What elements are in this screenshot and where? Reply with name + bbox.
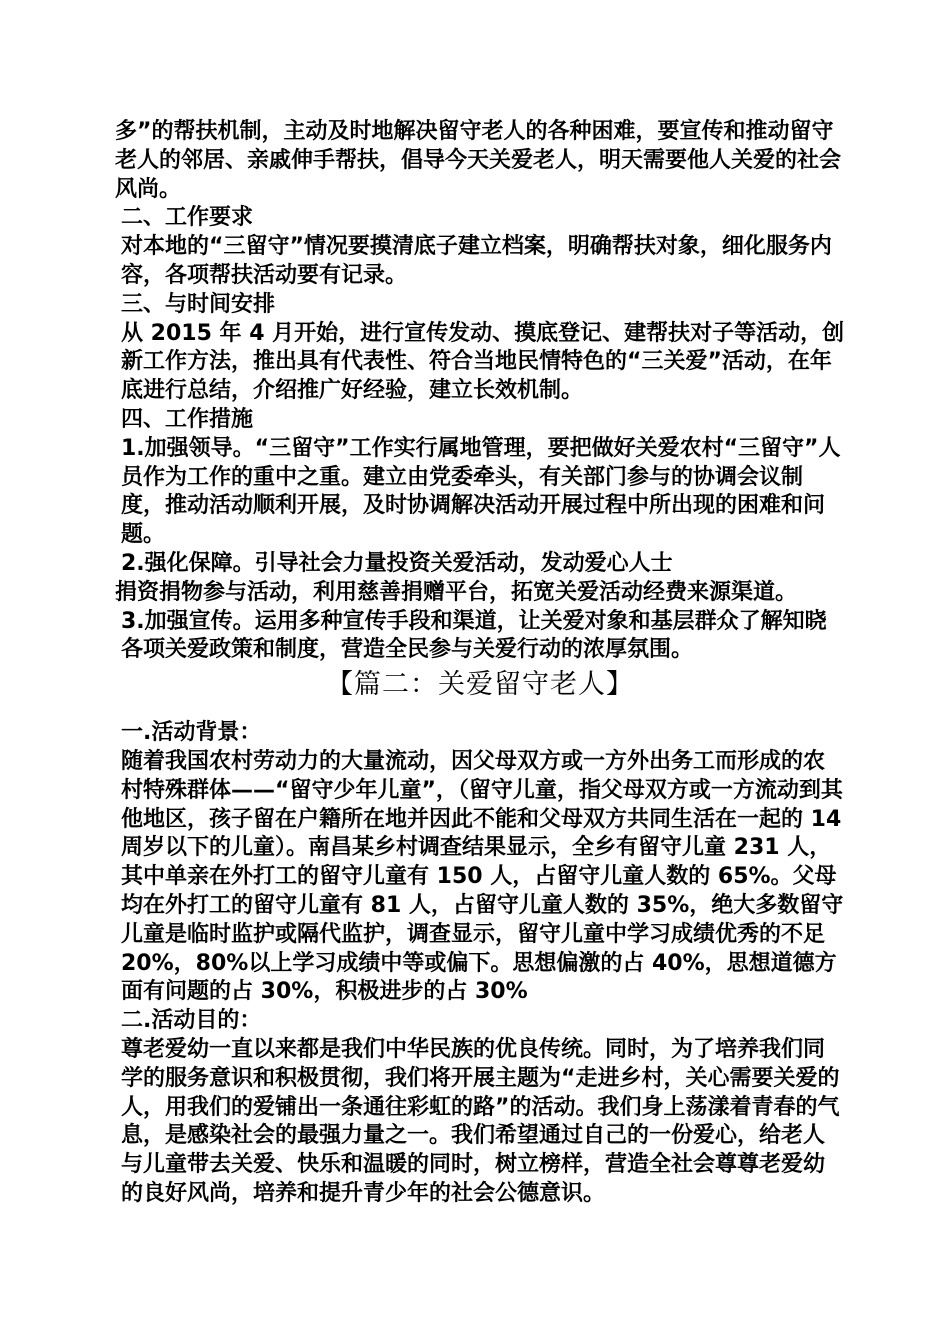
paragraph-work-requirements: 对本地的“三留守”情况要摸清底子建立档案，明确帮扶对象，细化服务内容，各项帮扶活动要有记录。 bbox=[121, 234, 832, 288]
heading-time-schedule: 三、与时间安排 bbox=[121, 291, 276, 317]
document-page bbox=[115, 118, 845, 1209]
paragraph-measure-publicity: 3.加强宣传。运用多种宣传手段和渠道，让关爱对象和基层群众了解知晓各项关爱政策和制度，营造全民参与关爱行动的浓厚氛围。 bbox=[121, 608, 827, 663]
heading-work-requirements: 二、工作要求 bbox=[121, 205, 254, 231]
paragraph-measure-support-line1: 2.强化保障。引导社会力量投资关爱活动，发动爱心人士 bbox=[121, 550, 673, 576]
paragraph-support-mechanism: 多”的帮扶机制，主动及时地解决留守老人的各种困难，要宣传和推动留守老人的邻居、亲戚伸手帮扶，倡导今天关爱老人，明天需要他人关爱的社会风尚。 bbox=[115, 119, 842, 202]
paragraph-measure-leadership: 1.加强领导。“三留守”工作实行属地管理，要把做好关爱农村“三留守”人员作为工作的重中之重。建立由党委牵头，有关部门参与的协调会议制度，推动活动顺利开展，及时协调解决活动开展过程中所出现的困难和问题。 bbox=[121, 435, 841, 548]
heading-activity-background: 一.活动背景： bbox=[121, 720, 262, 746]
paragraph-time-schedule: 从 2015 年 4 月开始，进行宣传发动、摸底登记、建帮扶对子等活动，创新工作方法，推出具有代表性、符合当地民情特色的“三关爱”活动，在年底进行总结，介绍推广好经验，建立长效机制。 bbox=[121, 320, 845, 404]
heading-work-measures: 四、工作措施 bbox=[121, 406, 254, 432]
paragraph-activity-purpose: 尊老爱幼一直以来都是我们中华民族的优良传统。同时，为了培养我们同学的服务意识和积极贯彻，我们将开展主题为“走进乡村，关心需要关爱的人，用我们的爱铺出一条通往彩虹的路”的活动。我们身上荡漾着青春的气息，是感染社会的最强力量之一。我们希望通过自己的一份爱心，给老人与儿童带去关爱、快乐和温暖的同时，树立榜样，营造全社会尊尊老爱幼的良好风尚，培养和提升青少年的社会公德意识。 bbox=[121, 1036, 840, 1206]
chapter-title: 【篇二：关爱留守老人】 bbox=[326, 669, 634, 701]
paragraph-activity-background: 随着我国农村劳动力的大量流动，因父母双方或一方外出务工而形成的农村特殊群体——“留守少年儿童”，（留守儿童，指父母双方或一方流动到其他地区，孩子留在户籍所在地并因此不能和父母双方共同生活在一起的 14 周岁以下的儿童）。南昌某乡村调查结果显示，全乡有留守儿童 231 人，其中单亲在外打工的留守儿童有 150 人，占留守儿童人数的 65%。父母均在外打工的留守儿童有 81 人，占留守儿童人数的 35%，绝大多数留守儿童是临时监护或隔代监护，调查显示，留守儿童中学习成绩优秀的不足 20%，80%以上学习成绩中等或偏下。思想偏激的占 40%，思想道德方面有问题的占 30%，积极进步的占 30% bbox=[121, 748, 844, 1005]
heading-activity-purpose: 二.活动目的： bbox=[121, 1008, 262, 1034]
paragraph-measure-support-line2: 捐资捐物参与活动，利用慈善捐赠平台，拓宽关爱活动经费来源渠道。 bbox=[115, 579, 798, 605]
